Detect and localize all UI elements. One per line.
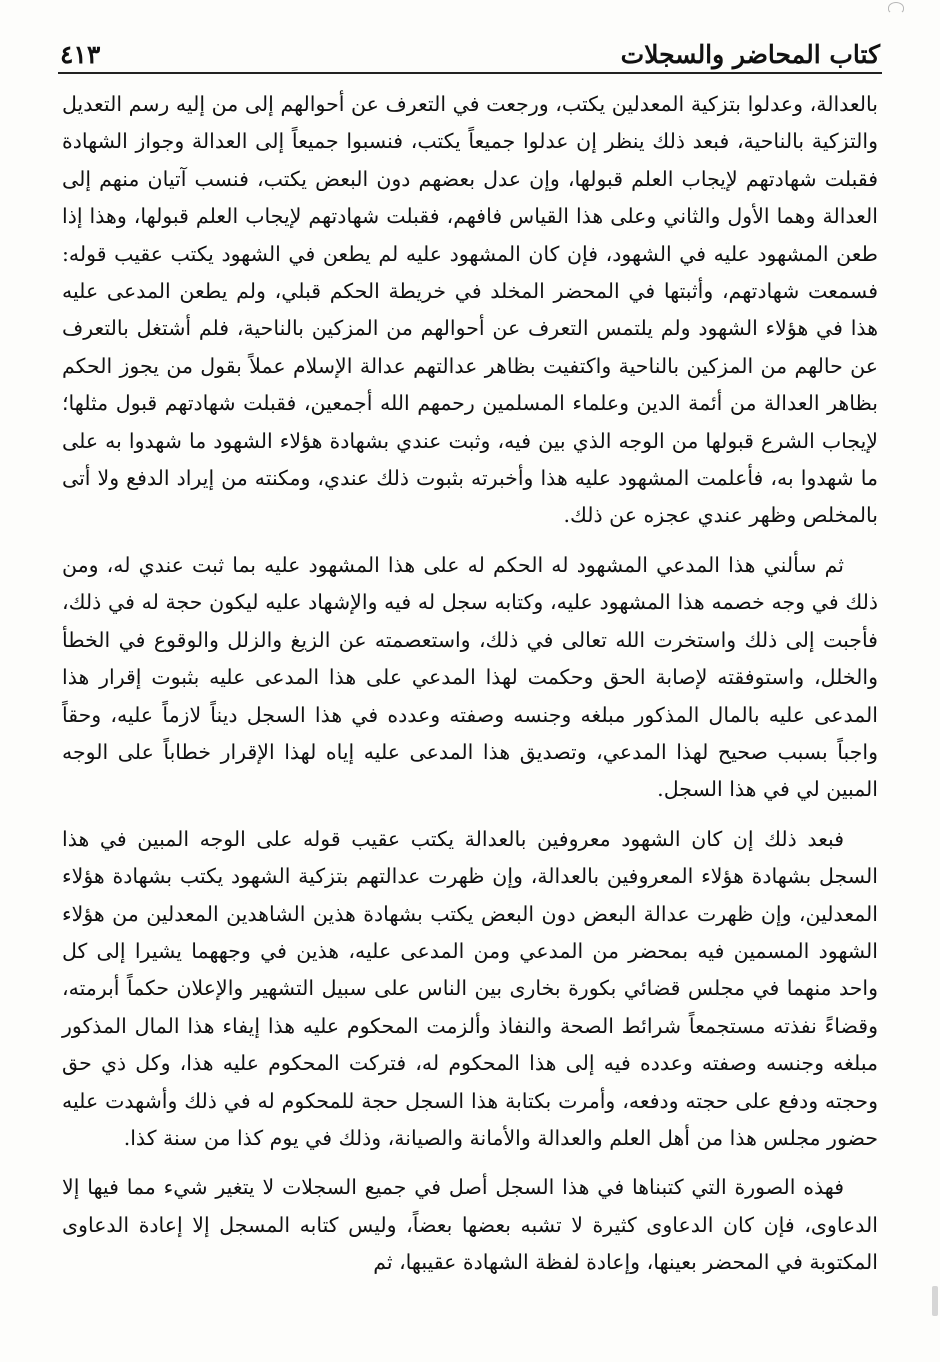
running-title: كتاب المحاضر والسجلات <box>620 40 880 69</box>
paragraph-1: بالعدالة، وعدلوا بتزكية المعدلين يكتب، ورجعت في التعرف عن أحوالهم إلى من إليه رسم التعديل والتزكية بالناحية، فبعد ذلك ينظر إن عدلوا جميعاً يكتب، فنسبوا جميعاً إلى العدالة وجواز الشهادة فقبلت شهادتهم لإيجاب العلم قبولها، وإن عدل بعضهم دون البعض يكتب، فنسب آتيان منهم إلى العدالة وهما الأول والثاني وعلى هذا القياس فافهم، فقبلت شهادتهم لإيجاب العلم قبولها، وهذا إذا طعن المشهود عليه في الشهود، فإن كان المشهود عليه لم يطعن في الشهود يكتب عقيب قوله: فسمعت شهادتهم، وأثبتها في المحضر المخلد في خريطة الحكم قبلي، ولم يطعن المدعى عليه هذا في هؤلاء الشهود ولم يلتمس التعرف عن أحوالهم من المزكين بالناحية، فلم أشتغل بالتعرف عن حالهم من المزكين بالناحية واكتفيت بظاهر عدالتهم عدالة الإسلام عملاً بقول من يجوز الحكم بظاهر العدالة من أئمة الدين وعلماء المسلمين رحمهم الله أجمعين، فقبلت شهادتهم قبول مثلها؛ لإيجاب الشرع قبولها من الوجه الذي بين فيه، وثبت عندي بشهادة هؤلاء الشهود ما شهدوا به على ما شهدوا به، فأعلمت المشهود عليه هذا وأخبرته بثبوت ذلك عندي، ومكنته من إيراد الدفع ولا أتى بالمخلص وظهر عندي عجزه عن ذلك. <box>62 92 878 528</box>
body-text <box>62 86 878 1294</box>
page-edge-mark <box>932 1286 938 1316</box>
scan-artifact-mark <box>888 2 904 14</box>
page-header <box>60 26 880 70</box>
paragraph-3: فبعد ذلك إن كان الشهود معروفين بالعدالة يكتب عقيب قوله على الوجه المبين في هذا السجل بشهادة هؤلاء المعروفين بالعدالة، وإن ظهرت عدالتهم بتزكية الشهود يكتب بشهادة هؤلاء المعدلين، وإن ظهرت عدالة البعض دون البعض يكتب بشهادة هذين الشاهدين المعدلين من هؤلاء الشهود المسمين فيه بمحضر من المدعي ومن المدعى عليه، هذين في وجههما يشيرا إلى كل واحد منهما في مجلس قضائي بكورة بخارى بين الناس على سبيل التشهير والإعلان حكماً أبرمته، وقضاءً نفذته مستجمعاً شرائط الصحة والنفاذ وألزمت المحكوم عليه هذا إيفاء هذا المال المذكور مبلغه وجنسه وصفته وعدده فيه إلى هذا المحكوم له، فتركت المحكوم عليه هذا، وكل ذي حق وحجته ودفع على حجته ودفعه، وأمرت بكتابة هذا السجل حجة للمحكوم له في ذلك وأشهدت عليه حضور مجلس هذا من أهل العلم والعدالة والأمانة والصيانة، وذلك في يوم كذا من سنة كذا. <box>62 826 878 1150</box>
header-divider <box>58 72 882 74</box>
paragraph-4: فهذه الصورة التي كتبناها في هذا السجل أصل في جميع السجلات لا يتغير شيء مما فيها إلا الدعاوى، فإن كان الدعاوى كثيرة لا تشبه بعضها بعضاً، وليس كتابه المسجل إلا إعادة الدعاوى المكتوبة في المحضر بعينها، وإعادة لفظة الشهادة عقيبها، ثم <box>62 1175 878 1275</box>
paragraph-2: ثم سألني هذا المدعي المشهود له الحكم له على هذا المشهود عليه بما ثبت عندي له، ومن ذلك في وجه خصمه هذا المشهود عليه، وكتابه سجل له فيه والإشهاد عليه ليكون حجة له في ذلك، فأجبت إلى ذلك واستخرت الله تعالى في ذلك، واستعصمته عن الزيغ والزلل والوقوع في الخطأ والخلل، واستوفقته لإصابة الحق وحكمت لهذا المدعي على هذا المدعى عليه بثبوت إقرار هذا المدعى عليه بالمال المذكور مبلغه وجنسه وصفته وعدده في هذا السجل ديناً لازماً عليه، وحقاً واجباً بسبب صحيح لهذا المدعي، وتصديق هذا المدعى عليه إياه لهذا الإقرار خطاباً على الوجه المبين لي في هذا السجل. <box>62 552 878 802</box>
page-number: ٤١٣ <box>60 40 101 69</box>
